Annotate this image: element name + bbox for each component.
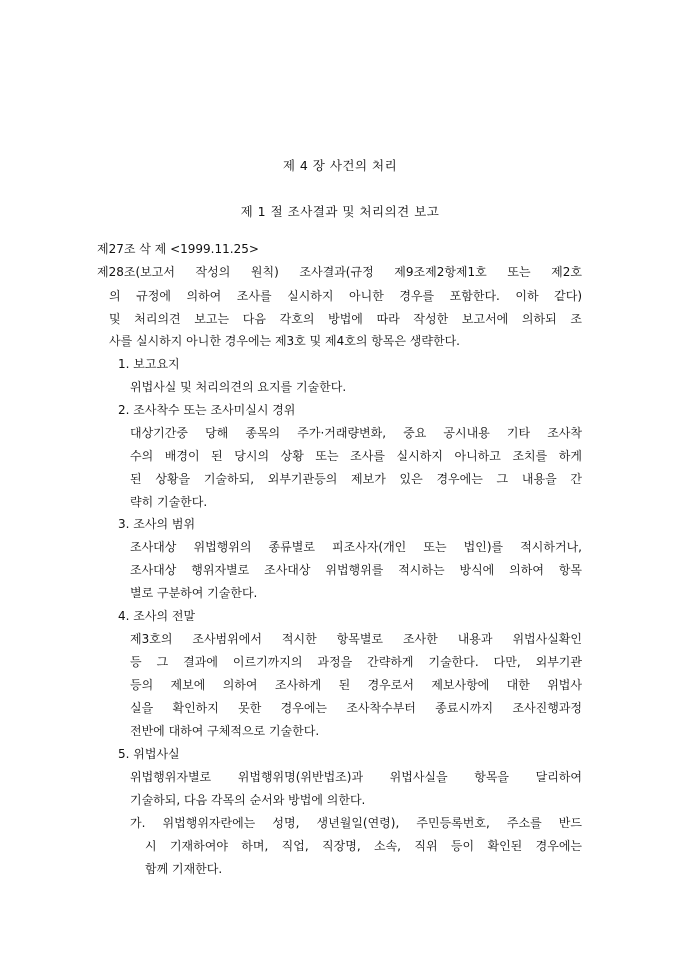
item-3-line: 조사대상 위법행위의 종류별로 피조사자(개인 또는 법인)를 적시하거나,: [130, 540, 582, 554]
item-5-sub-ga-line: 함께 기재한다.: [145, 862, 223, 876]
item-4-line: 등 그 결과에 이르기까지의 과정을 간략하게 기술한다. 다만, 외부기관: [130, 655, 582, 669]
item-3-line: 조사대상 행위자별로 조사대상 위법행위를 적시하는 방식에 의하여 항목: [130, 563, 582, 577]
item-2-line: 대상기간중 당해 종목의 주가·거래량변화, 중요 공시내용 기타 조사착: [130, 426, 582, 440]
item-4-line: 전반에 대하여 구체적으로 기술한다.: [130, 724, 320, 738]
section-title: 제 1 절 조사결과 및 처리의견 보고: [240, 204, 440, 219]
item-5-sub-ga-line: 시 기재하여야 하며, 직업, 직장명, 소속, 직위 등이 확인된 경우에는: [145, 839, 582, 853]
item-2-line: 략히 기술한다.: [130, 495, 208, 509]
article-27: 제27조 삭 제 <1999.11.25>: [97, 242, 259, 256]
item-5-line: 기술하되, 다음 각목의 순서와 방법에 의한다.: [130, 793, 366, 807]
item-4-line: 등의 제보에 의하여 조사하게 된 경우로서 제보사항에 대한 위법사: [130, 678, 582, 692]
item-5-line: 위법행위자별로 위법행위명(위반법조)과 위법사실을 항목을 달리하여: [130, 770, 582, 784]
item-5-sub-ga-line: 가. 위법행위자란에는 성명, 생년월일(연령), 주민등록번호, 주소를 반드: [130, 816, 582, 830]
item-3-line: 별로 구분하여 기술한다.: [130, 586, 258, 600]
article-28-line: 사를 실시하지 아니한 경우에는 제3호 및 제4호의 항목은 생략한다.: [109, 334, 460, 348]
article-28-line: 의 규정에 의하여 조사를 실시하지 아니한 경우를 포함한다. 이하 같다): [109, 289, 582, 303]
item-1-line: 위법사실 및 처리의견의 요지를 기술한다.: [130, 380, 347, 394]
item-4-heading: 4. 조사의 전말: [118, 609, 196, 623]
item-3-heading: 3. 조사의 범위: [118, 517, 196, 531]
item-5-heading: 5. 위법사실: [118, 747, 180, 761]
item-1-heading: 1. 보고요지: [118, 357, 180, 371]
item-2-line: 된 상황을 기술하되, 외부기관등의 제보가 있은 경우에는 그 내용을 간: [130, 472, 582, 486]
chapter-title: 제 4 장 사건의 처리: [282, 158, 398, 173]
item-2-heading: 2. 조사착수 또는 조사미실시 경위: [118, 403, 296, 417]
item-4-line: 실을 확인하지 못한 경우에는 조사착수부터 종료시까지 조사진행과정: [130, 701, 582, 715]
article-28-line: 제28조(보고서 작성의 원칙) 조사결과(규정 제9조제2항제1호 또는 제2호: [97, 265, 582, 279]
item-2-line: 수의 배경이 된 당시의 상황 또는 조사를 실시하지 아니하고 조치를 하게: [130, 449, 582, 463]
item-4-line: 제3호의 조사범위에서 적시한 항목별로 조사한 내용과 위법사실확인: [130, 632, 582, 646]
article-28-line: 및 처리의견 보고는 다음 각호의 방법에 따라 작성한 보고서에 의하되 조: [109, 312, 582, 326]
